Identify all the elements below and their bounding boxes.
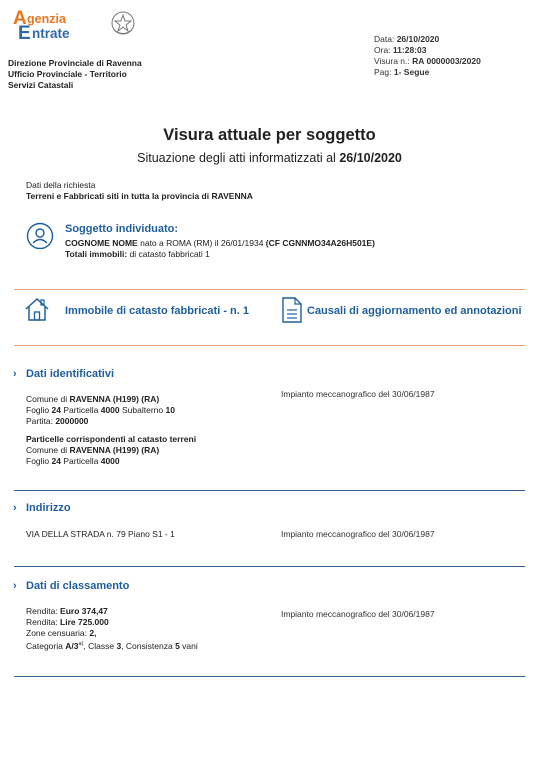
corrisp-comune-value: RAVENNA (H199) (RA) bbox=[69, 445, 160, 455]
corrisp-foglio-value: 24 bbox=[51, 456, 61, 466]
categoria-label: Categoria bbox=[26, 640, 63, 651]
house-icon bbox=[24, 296, 50, 322]
classe-value: 3 bbox=[116, 640, 122, 651]
logo-letter-a: A bbox=[13, 8, 27, 29]
impianto-indirizzo: Impianto meccanografico del 30/06/1987 bbox=[281, 529, 435, 539]
agenzia-entrate-logo bbox=[13, 8, 113, 42]
divider-top bbox=[14, 289, 525, 290]
rendita-lire-value: Lire 725.000 bbox=[60, 617, 109, 627]
chevron-right-icon[interactable]: › bbox=[13, 502, 17, 514]
comune-pre: Comune di bbox=[26, 394, 68, 404]
comune-line bbox=[26, 394, 196, 405]
totali-value: di catasto fabbricati 1 bbox=[129, 249, 210, 259]
meta-data bbox=[374, 34, 481, 45]
consistenza-value: 5 bbox=[175, 640, 180, 651]
request-label: Dati della richiesta bbox=[26, 180, 96, 190]
corrisp-particella-label: Particella bbox=[63, 456, 99, 466]
office-info bbox=[8, 58, 142, 91]
logo-letter-e: E bbox=[18, 23, 31, 44]
office-line-1: Direzione Provinciale di Ravenna bbox=[8, 58, 142, 68]
impianto-identificativi: Impianto meccanografico del 30/06/1987 bbox=[281, 389, 435, 399]
rendita-lire-line bbox=[26, 617, 198, 628]
corrisp-heading: Particelle corrispondenti al catasto terreni bbox=[26, 434, 197, 444]
meta-visura bbox=[374, 56, 481, 67]
subtitle-prefix: Situazione degli atti informatizzati al bbox=[137, 151, 336, 165]
categoria-footnote: a) bbox=[78, 641, 84, 647]
office-line-2: Ufficio Provinciale - Territorio bbox=[8, 69, 127, 79]
divider-tabs-bottom bbox=[14, 345, 525, 346]
document-icon bbox=[282, 297, 302, 323]
request-prefix: Terreni e Fabbricati siti in tutta la provincia di bbox=[26, 191, 210, 201]
particella-value: 4000 bbox=[100, 405, 120, 415]
section-classamento[interactable]: Dati di classamento bbox=[26, 580, 130, 592]
meta-pag-value: 1- Segue bbox=[393, 67, 430, 77]
corrisp-comune-pre: Comune di bbox=[26, 445, 68, 455]
foglio-label: Foglio bbox=[26, 405, 50, 415]
comune-value: RAVENNA (H199) (RA) bbox=[69, 394, 160, 404]
soggetto-cf: (CF CGNNMO34A26H501E) bbox=[265, 238, 375, 248]
partita-line bbox=[26, 416, 196, 427]
classamento-body bbox=[26, 606, 198, 652]
corrisp-foglio-line bbox=[26, 456, 196, 467]
meta-pag bbox=[374, 67, 481, 78]
page-title: Visura attuale per soggetto bbox=[163, 126, 376, 144]
foglio-value: 24 bbox=[51, 405, 61, 415]
foglio-line bbox=[26, 405, 196, 416]
meta-ora bbox=[374, 45, 481, 56]
impianto-classamento: Impianto meccanografico del 30/06/1987 bbox=[281, 609, 435, 619]
partita-value: 2000000 bbox=[55, 416, 89, 426]
corrisp-foglio-label: Foglio bbox=[26, 456, 50, 466]
request-place: RAVENNA bbox=[211, 191, 253, 201]
section-indirizzo[interactable]: Indirizzo bbox=[26, 502, 71, 514]
consistenza-label: , Consistenza bbox=[121, 640, 173, 651]
meta-visura-label: Visura n.: bbox=[374, 56, 410, 66]
partita-label: Partita: bbox=[26, 416, 53, 426]
rendita-euro-value: Euro 374,47 bbox=[60, 606, 108, 616]
meta-data-label: Data: bbox=[374, 34, 395, 44]
dati-identificativi-body bbox=[26, 394, 196, 467]
meta-ora-label: Ora: bbox=[374, 45, 391, 55]
rendita-euro-line bbox=[26, 606, 198, 617]
emblem-icon bbox=[110, 9, 136, 37]
categoria-line bbox=[26, 639, 198, 652]
divider-classamento bbox=[14, 676, 525, 677]
section-dati-identificativi[interactable]: Dati identificativi bbox=[26, 368, 115, 380]
document-meta bbox=[374, 34, 481, 78]
office-line-3: Servizi Catastali bbox=[8, 80, 74, 90]
rendita-lire-label: Rendita: bbox=[26, 617, 58, 627]
user-icon bbox=[26, 222, 54, 250]
subtitle-date: 26/10/2020 bbox=[339, 151, 402, 165]
soggetto-birth: nato a ROMA (RM) il 26/01/1934 bbox=[140, 238, 264, 248]
particella-label: Particella bbox=[63, 405, 99, 415]
soggetto-identity bbox=[65, 238, 375, 249]
categoria-value: A/3 bbox=[65, 640, 79, 651]
page-subtitle bbox=[0, 151, 539, 165]
chevron-right-icon[interactable]: › bbox=[13, 580, 17, 592]
request-info bbox=[26, 180, 253, 202]
totali-label: Totali immobili: bbox=[65, 249, 128, 259]
corrisp-comune-line bbox=[26, 445, 196, 456]
corrisp-particella-value: 4000 bbox=[100, 456, 120, 466]
soggetto-details bbox=[65, 238, 375, 260]
logo-line1: genzia bbox=[27, 12, 66, 26]
soggetto-heading: Soggetto individuato: bbox=[65, 223, 179, 235]
meta-ora-value: 11:28:03 bbox=[392, 45, 427, 55]
logo-line2: ntrate bbox=[32, 26, 70, 41]
zona-line bbox=[26, 628, 198, 639]
indirizzo-value: VIA DELLA STRADA n. 79 Piano S1 - 1 bbox=[26, 529, 175, 539]
subalterno-label: Subalterno bbox=[122, 405, 164, 415]
meta-visura-value: RA 0000003/2020 bbox=[412, 56, 481, 66]
tab-immobile[interactable]: Immobile di catasto fabbricati - n. 1 bbox=[65, 305, 249, 317]
soggetto-totali bbox=[65, 249, 375, 260]
meta-data-value: 26/10/2020 bbox=[396, 34, 440, 44]
meta-pag-label: Pag: bbox=[374, 67, 392, 77]
vani-unit: vani bbox=[182, 640, 198, 651]
subalterno-value: 10 bbox=[165, 405, 175, 415]
zona-value: 2, bbox=[89, 628, 97, 638]
request-value bbox=[26, 191, 253, 202]
tab-causali[interactable]: Causali di aggiornamento ed annotazioni bbox=[307, 305, 522, 317]
soggetto-name: COGNOME NOME bbox=[65, 238, 138, 248]
divider-identificativi bbox=[14, 490, 525, 491]
divider-indirizzo bbox=[14, 566, 525, 567]
zona-label: Zone censuaria: bbox=[26, 628, 87, 638]
rendita-euro-label: Rendita: bbox=[26, 606, 58, 616]
chevron-right-icon[interactable]: › bbox=[13, 368, 17, 380]
classe-label: , Classe bbox=[83, 640, 115, 651]
